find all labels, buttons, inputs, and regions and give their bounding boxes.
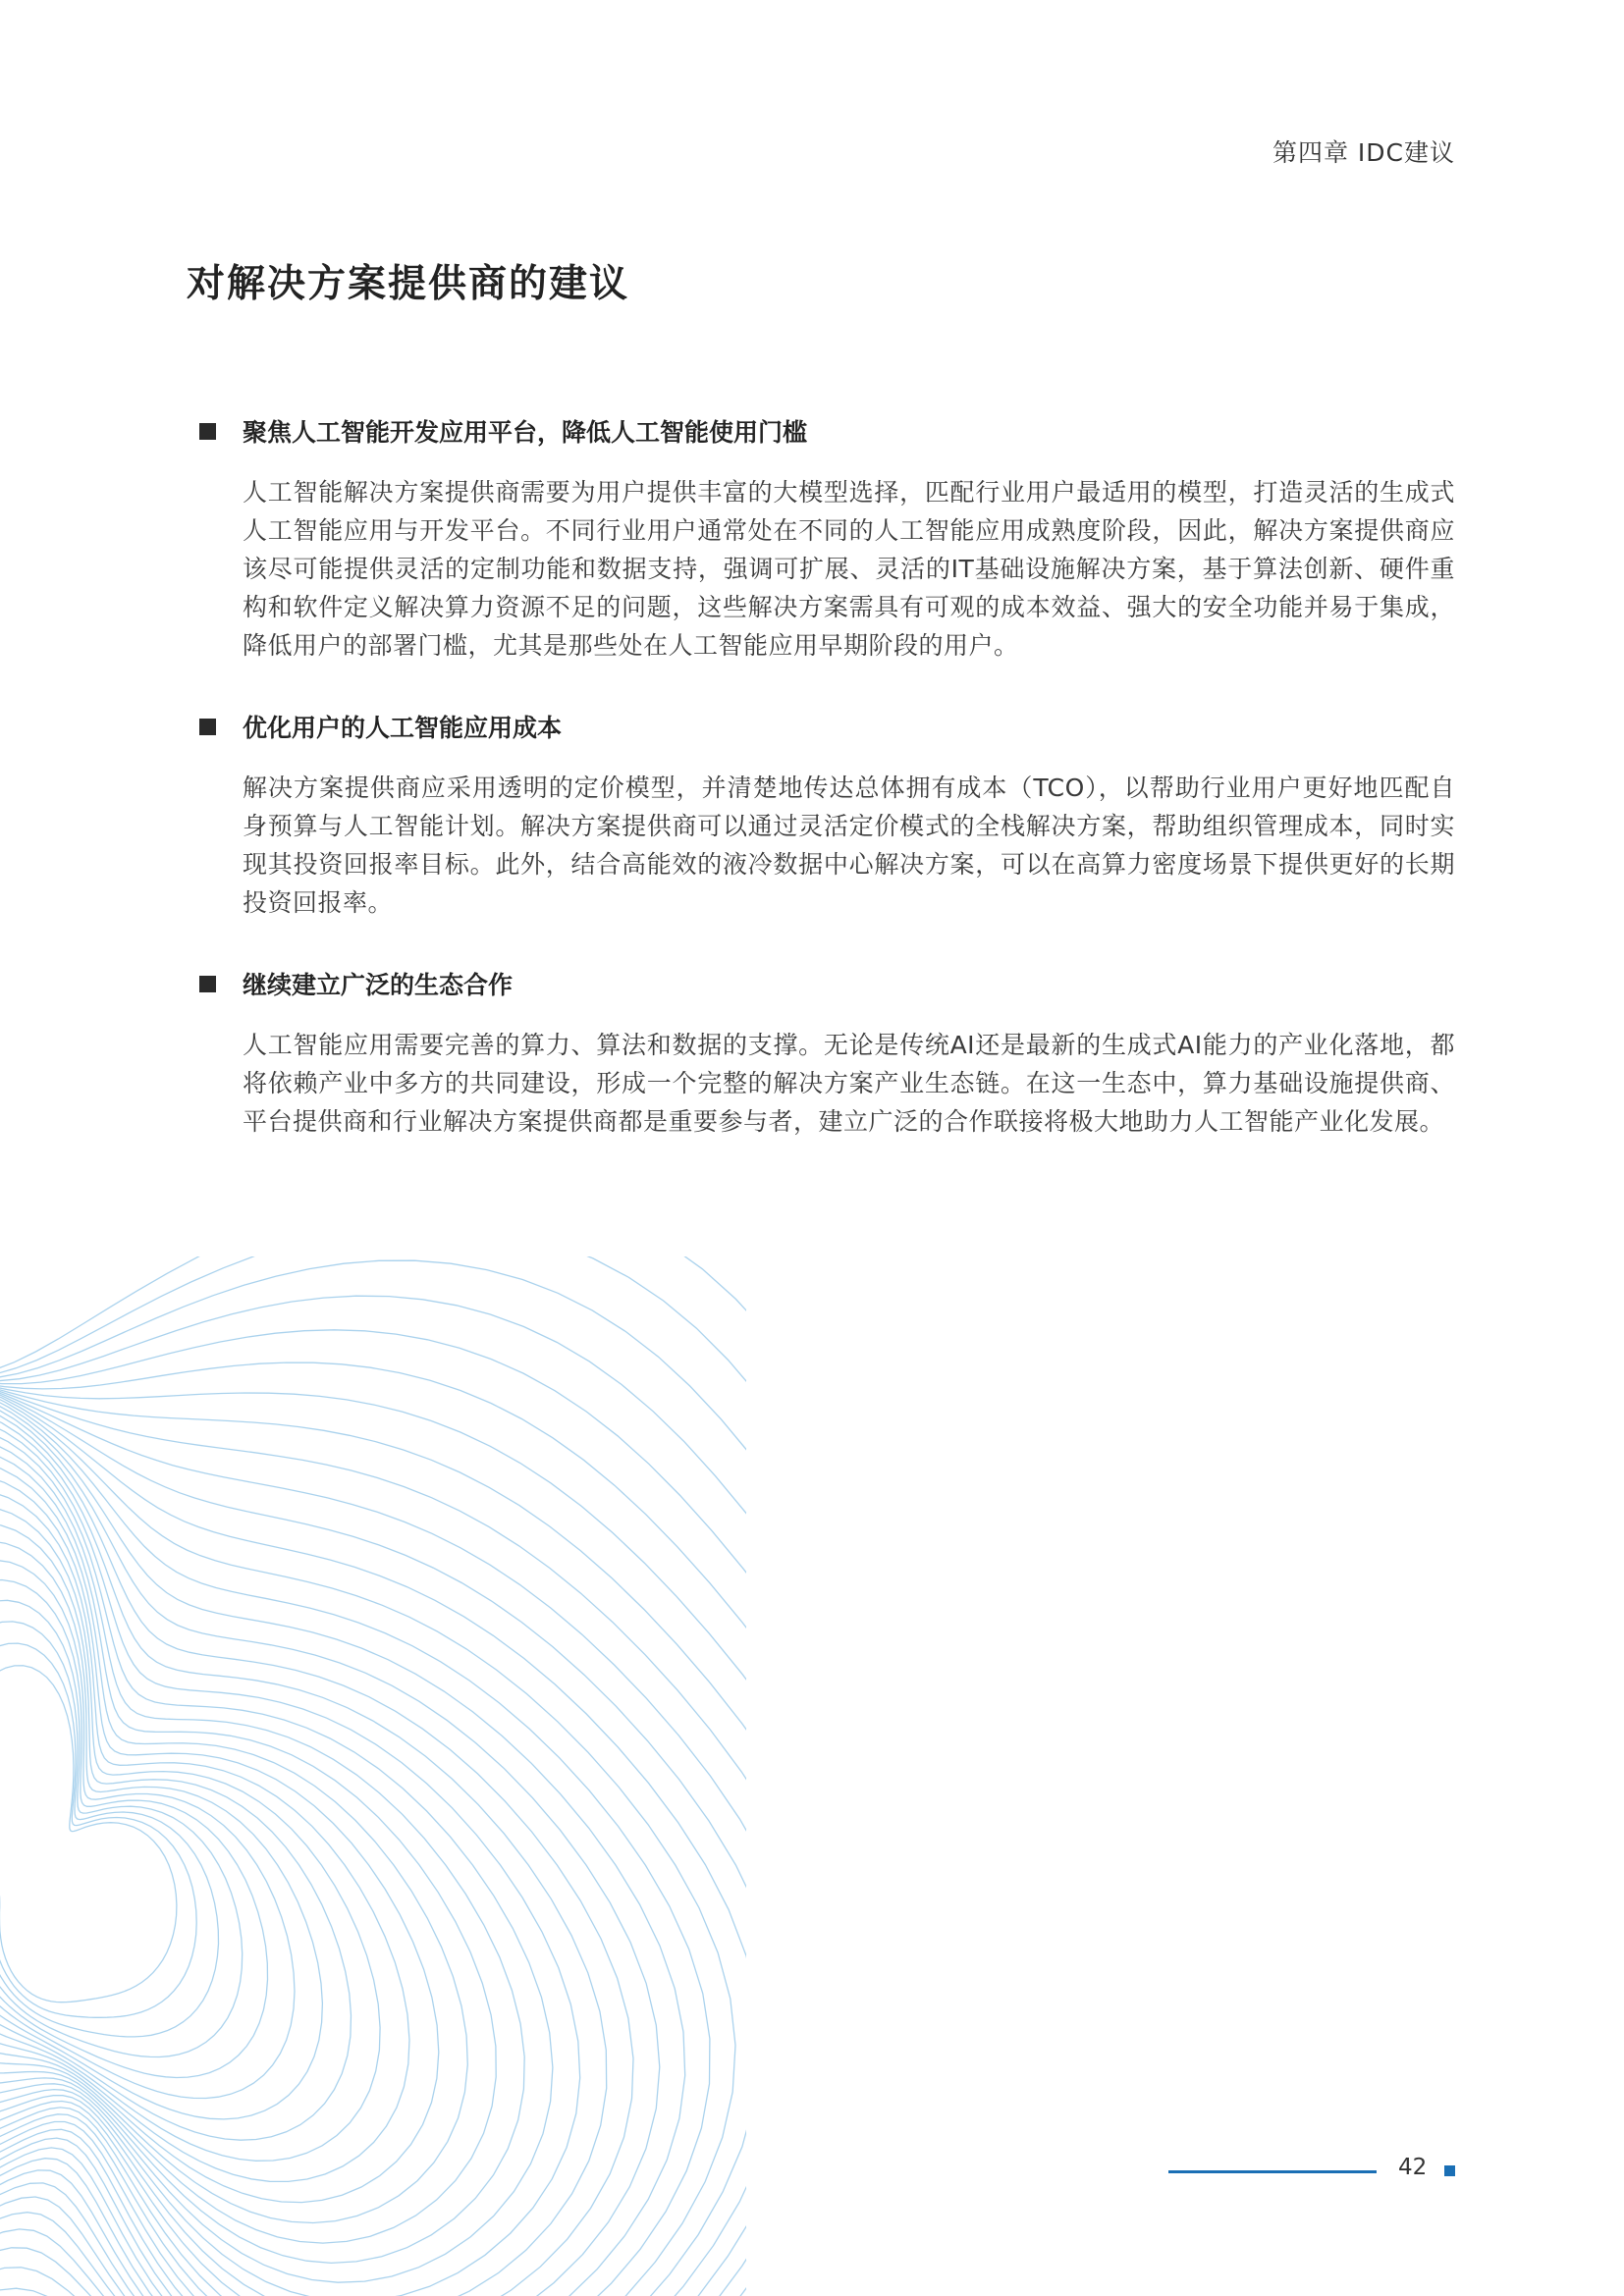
recommendation-heading-text: 继续建立广泛的生态合作: [243, 971, 514, 999]
recommendation-item: [196, 965, 1455, 1141]
square-bullet-icon: [199, 719, 216, 735]
recommendation-heading: [196, 412, 1455, 450]
recommendation-body: 人工智能应用需要完善的算力、算法和数据的支撑。无论是传统AI还是最新的生成式AI能力的产业化落地，都将依赖产业中多方的共同建设，形成一个完整的解决方案产业生态链。在这一生态中，算力基础设施提供商、平台提供商和行业解决方案提供商都是重要参与者，建立广泛的合作联接将极大地助力人工智能产业化发展。: [243, 1031, 1455, 1136]
contour-line-decoration: [0, 1256, 746, 2296]
recommendation-body: 解决方案提供商应采用透明的定价模型，并清楚地传达总体拥有成本（TCO），以帮助行业用户更好地匹配自身预算与人工智能计划。解决方案提供商可以通过灵活定价模式的全栈解决方案，帮助组织管理成本，同时实现其投资回报率目标。此外，结合高能效的液冷数据中心解决方案，可以在高算力密度场景下提供更好的长期投资回报率。: [243, 774, 1455, 917]
recommendation-heading: [196, 708, 1455, 745]
footer-divider-line: [1168, 2170, 1377, 2173]
recommendation-heading-text: 聚焦人工智能开发应用平台，降低人工智能使用门槛: [243, 418, 808, 447]
recommendation-item: [196, 708, 1455, 922]
square-bullet-icon: [199, 976, 216, 992]
recommendation-item: [196, 412, 1455, 665]
square-bullet-icon: [199, 423, 216, 440]
page-number: 42: [1398, 2155, 1428, 2180]
recommendation-body: 人工智能解决方案提供商需要为用户提供丰富的大模型选择，匹配行业用户最适用的模型，打造灵活的生成式人工智能应用与开发平台。不同行业用户通常处在不同的人工智能应用成熟度阶段，因此，解决方案提供商应该尽可能提供灵活的定制功能和数据支持，强调可扩展、灵活的IT基础设施解决方案，基于算法创新、硬件重构和软件定义解决算力资源不足的问题，这些解决方案需具有可观的成本效益、强大的安全功能并易于集成，降低用户的部署门槛，尤其是那些处在人工智能应用早期阶段的用户。: [243, 478, 1455, 660]
section-title: 对解决方案提供商的建议: [187, 262, 630, 306]
page-marker-square-icon: [1444, 2165, 1455, 2176]
recommendation-heading-text: 优化用户的人工智能应用成本: [243, 714, 563, 742]
recommendations-list: [196, 412, 1455, 1184]
recommendation-heading: [196, 965, 1455, 1002]
chapter-header: 第四章 IDC建议: [1272, 138, 1455, 167]
